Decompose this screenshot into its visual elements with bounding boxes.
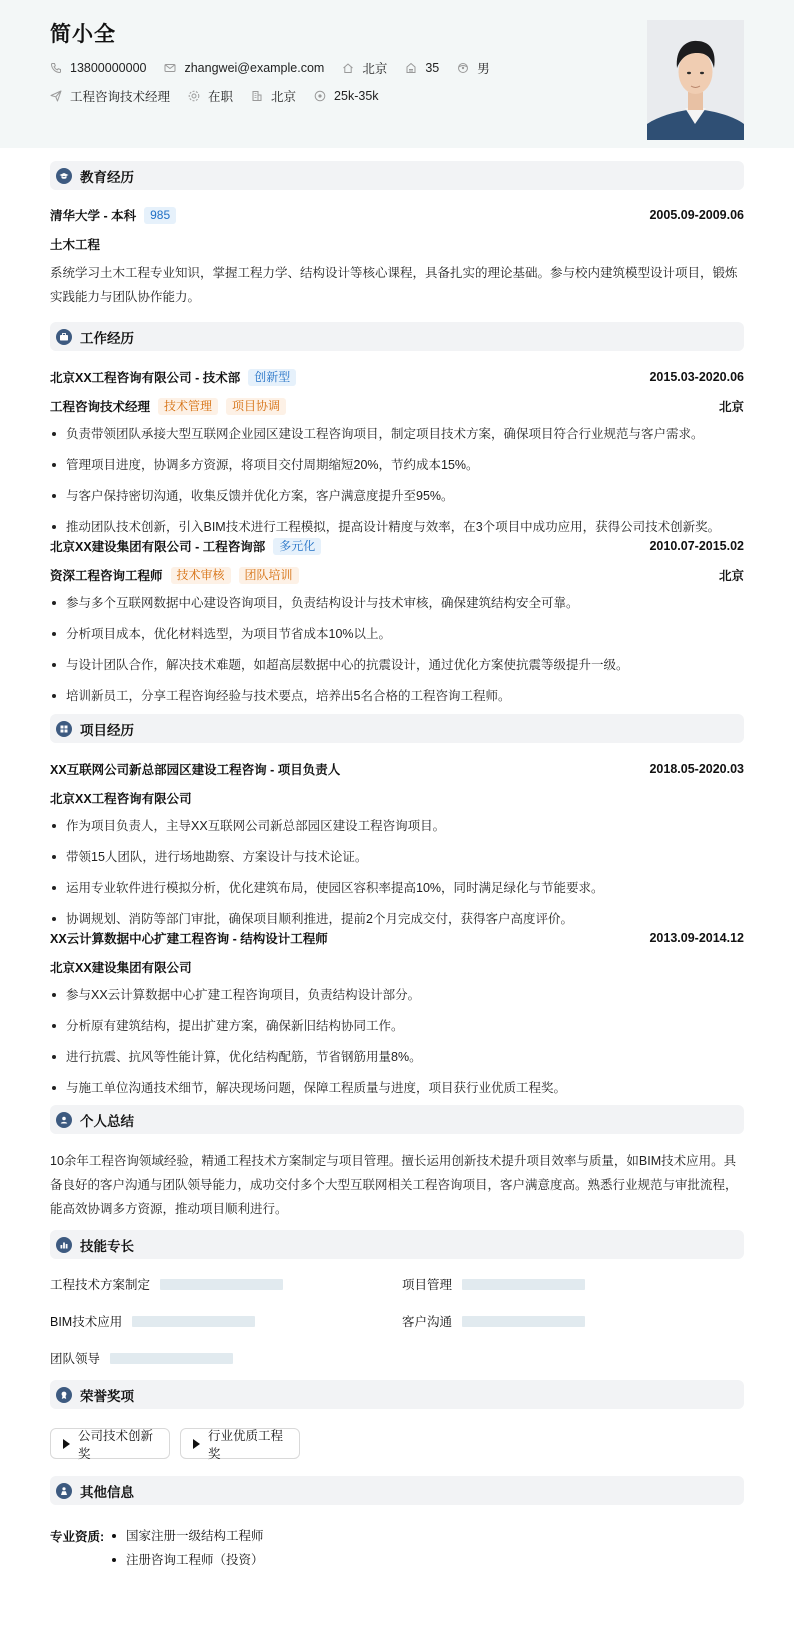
honor-name: 行业优质工程奖	[208, 1428, 284, 1461]
play-triangle-icon	[63, 1439, 70, 1449]
work-city-text: 北京	[271, 90, 297, 104]
list-item: 参与多个互联网数据中心建设咨询项目，负责结构设计与技术审核，确保建筑结构安全可靠。	[50, 594, 744, 612]
play-triangle-icon	[193, 1439, 200, 1449]
email-info	[164, 61, 324, 75]
honor-name: 公司技术创新奖	[78, 1428, 154, 1461]
school-tag: 985	[144, 207, 176, 224]
skill-item	[50, 1312, 255, 1330]
list-item: 注册咨询工程师（投资）	[110, 1551, 264, 1569]
project-name: XX云计算数据中心扩建工程咨询 - 结构设计工程师	[50, 932, 328, 946]
list-item: 管理项目进度，协调多方资源，将项目交付周期缩短20%，节约成本15%。	[50, 456, 744, 474]
skill-item	[50, 1275, 283, 1293]
section-summary	[50, 1105, 744, 1134]
section-honors	[50, 1380, 744, 1409]
skill-item	[50, 1349, 233, 1367]
work-1-title-row	[50, 397, 744, 415]
major-row	[50, 235, 744, 253]
skill-bar	[110, 1353, 233, 1364]
education-period: 2005.09-2009.06	[649, 208, 744, 222]
avatar	[647, 20, 744, 140]
project-1-company-row	[50, 789, 744, 807]
building-icon	[251, 90, 263, 102]
work-period: 2010.07-2015.02	[649, 539, 744, 553]
school-name: 清华大学 - 本科	[50, 209, 137, 223]
section-title: 教育经历	[80, 169, 134, 185]
education-header-row	[50, 206, 744, 224]
work-location: 北京	[718, 400, 744, 414]
list-item: 运用专业软件进行模拟分析，优化建筑布局，使园区容积率提高10%，同时满足绿化与节能要求。	[50, 879, 744, 897]
award-icon	[56, 1387, 72, 1403]
company-tag: 创新型	[248, 369, 296, 386]
city-text: 北京	[362, 62, 388, 76]
project-2-company-row	[50, 958, 744, 976]
role-tag: 技术管理	[158, 398, 218, 415]
section-education	[50, 161, 744, 190]
gender-text: 男	[477, 62, 490, 76]
project-name: XX互联网公司新总部园区建设工程咨询 - 项目负责人	[50, 763, 341, 777]
list-item: 培训新员工，分享工程咨询经验与技术要点，培养出5名合格的工程咨询工程师。	[50, 687, 744, 705]
briefcase-icon	[56, 329, 72, 345]
qualification-list	[110, 1527, 264, 1575]
work-1-header	[50, 368, 744, 386]
skill-name: 客户沟通	[402, 1315, 453, 1329]
position-info	[50, 87, 170, 105]
skill-bar	[160, 1279, 283, 1290]
section-project	[50, 714, 744, 743]
skill-bar	[132, 1316, 255, 1327]
skill-name: 工程技术方案制定	[50, 1278, 151, 1292]
phone-icon	[50, 62, 62, 74]
list-item: 进行抗震、抗风等性能计算，优化结构配筋，节省钢筋用量8%。	[50, 1048, 744, 1066]
work-title: 工程咨询技术经理	[50, 400, 151, 414]
list-item: 分析项目成本，优化材料选型，为项目节省成本10%以上。	[50, 625, 744, 643]
resume-header	[0, 0, 794, 148]
project-1-header	[50, 760, 744, 778]
section-title: 荣誉奖项	[80, 1388, 134, 1404]
work-2-title-row	[50, 566, 744, 584]
list-item: 与客户保持密切沟通，收集反馈并优化方案，客户满意度提升至95%。	[50, 487, 744, 505]
work-city-info	[251, 87, 296, 105]
age-icon	[405, 62, 417, 74]
position-text: 工程咨询技术经理	[70, 90, 171, 104]
status-info	[188, 87, 233, 105]
section-other	[50, 1476, 744, 1505]
skill-name: 项目管理	[402, 1278, 453, 1292]
work-company: 北京XX工程咨询有限公司 - 技术部	[50, 371, 241, 385]
list-item: 与施工单位沟通技术细节，解决现场问题，保障工程质量与进度，项目获行业优质工程奖。	[50, 1079, 744, 1097]
skill-bar	[462, 1279, 585, 1290]
person-info-icon	[56, 1483, 72, 1499]
honor-chip	[180, 1428, 300, 1459]
send-icon	[50, 90, 62, 102]
age-info	[405, 61, 439, 75]
section-title: 其他信息	[80, 1484, 134, 1500]
honor-chip	[50, 1428, 170, 1459]
project-2-header	[50, 929, 744, 947]
section-skills	[50, 1230, 744, 1259]
salary-info	[314, 89, 378, 103]
work-period: 2015.03-2020.06	[649, 370, 744, 384]
list-item: 国家注册一级结构工程师	[110, 1527, 264, 1545]
age-text: 35	[425, 61, 440, 75]
skill-item	[402, 1275, 585, 1293]
project-period: 2013.09-2014.12	[649, 931, 744, 945]
project-2-bullets	[50, 986, 744, 1110]
grid-icon	[56, 721, 72, 737]
role-tag: 项目协调	[226, 398, 286, 415]
home-icon	[342, 62, 354, 74]
education-description: 系统学习土木工程专业知识，掌握工程力学、结构设计等核心课程，具备扎实的理论基础。参与校内建筑模型设计项目，锻炼实践能力与团队协作能力。	[50, 266, 738, 304]
qualification-label: 专业资质:	[50, 1530, 105, 1544]
role-tag: 团队培训	[239, 567, 299, 584]
list-item: 负责带领团队承接大型互联网企业园区建设工程咨询项目，制定项目技术方案，确保项目符合行业规范与客户需求。	[50, 425, 744, 443]
role-tag: 技术审核	[171, 567, 231, 584]
gender-icon	[457, 62, 469, 74]
skill-item	[402, 1312, 585, 1330]
list-item: 参与XX云计算数据中心扩建工程咨询项目，负责结构设计部分。	[50, 986, 744, 1004]
mail-icon	[164, 62, 176, 74]
project-1-bullets	[50, 817, 744, 941]
list-item: 与设计团队合作，解决技术难题，如超高层数据中心的抗震设计，通过优化方案使抗震等级提升一级。	[50, 656, 744, 674]
job-row	[50, 87, 397, 105]
company-tag: 多元化	[273, 538, 321, 555]
project-company: 北京XX建设集团有限公司	[50, 961, 192, 975]
graduation-cap-icon	[56, 168, 72, 184]
city-info	[342, 59, 387, 77]
skill-bar	[462, 1316, 585, 1327]
phone-text: 13800000000	[70, 61, 147, 75]
section-title: 个人总结	[80, 1113, 134, 1129]
work-company: 北京XX建设集团有限公司 - 工程咨询部	[50, 540, 266, 554]
coin-icon	[314, 90, 326, 102]
section-work	[50, 322, 744, 351]
list-item: 协调规划、消防等部门审批，确保项目顺利推进，提前2个月完成交付，获得客户高度评价。	[50, 910, 744, 928]
list-item: 作为项目负责人，主导XX互联网公司新总部园区建设工程咨询项目。	[50, 817, 744, 835]
status-icon	[188, 90, 200, 102]
list-item: 带领15人团队，进行场地勘察、方案设计与技术论证。	[50, 848, 744, 866]
project-period: 2018.05-2020.03	[649, 762, 744, 776]
status-text: 在职	[208, 90, 234, 104]
gender-info	[457, 59, 490, 77]
skill-name: BIM技术应用	[50, 1315, 123, 1329]
candidate-name: 简小全	[50, 23, 116, 46]
summary-text: 10余年工程咨询领域经验，精通工程技术方案制定与项目管理。擅长运用创新技术提升项目效率与质量，如BIM技术应用。具备良好的客户沟通与团队领导能力，成功交付多个大型互联网相关工程咨询项目，客户满意度高。熟悉行业规范与审批流程，能高效协调多方资源，推动项目顺利进行。	[50, 1154, 738, 1216]
work-1-bullets	[50, 425, 744, 549]
work-2-header	[50, 537, 744, 555]
phone-info	[50, 61, 146, 75]
work-location: 北京	[718, 569, 744, 583]
skill-name: 团队领导	[50, 1352, 101, 1366]
contact-row	[50, 59, 508, 77]
list-item: 分析原有建筑结构，提出扩建方案，确保新旧结构协同工作。	[50, 1017, 744, 1035]
chart-icon	[56, 1237, 72, 1253]
salary-text: 25k-35k	[334, 89, 379, 103]
section-title: 项目经历	[80, 722, 134, 738]
list-item: 推动团队技术创新，引入BIM技术进行工程模拟，提高设计精度与效率，在3个项目中成功应用，获得公司技术创新奖。	[50, 518, 744, 536]
user-icon	[56, 1112, 72, 1128]
email-text: zhangwei@example.com	[184, 61, 325, 75]
section-title: 技能专长	[80, 1238, 134, 1254]
section-title: 工作经历	[80, 330, 134, 346]
work-2-bullets	[50, 594, 744, 718]
work-title: 资深工程咨询工程师	[50, 569, 163, 583]
major: 土木工程	[50, 238, 101, 252]
project-company: 北京XX工程咨询有限公司	[50, 792, 192, 806]
